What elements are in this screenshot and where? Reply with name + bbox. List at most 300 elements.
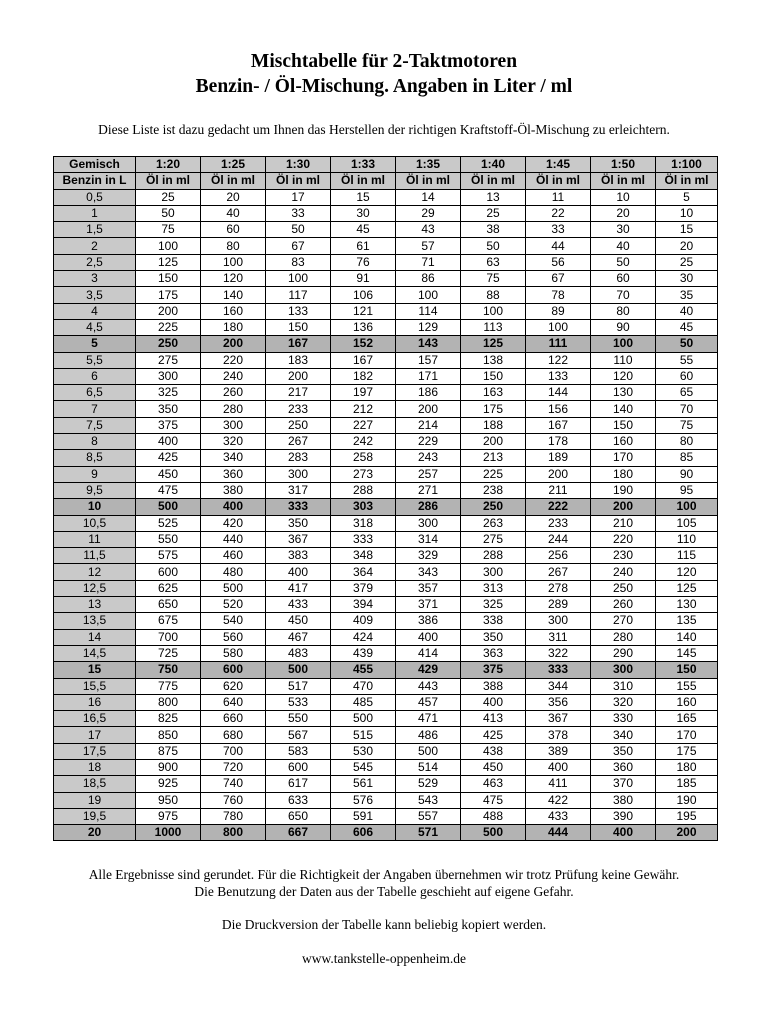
table-cell: 500 bbox=[136, 499, 201, 515]
table-cell: 121 bbox=[331, 303, 396, 319]
row-label-cell: 5,5 bbox=[54, 352, 136, 368]
table-cell: 625 bbox=[136, 580, 201, 596]
table-cell: 240 bbox=[591, 564, 656, 580]
table-row bbox=[54, 759, 718, 775]
table-cell: 30 bbox=[331, 205, 396, 221]
table-cell: 150 bbox=[266, 319, 331, 335]
table-cell: 271 bbox=[396, 482, 461, 498]
table-row bbox=[54, 548, 718, 564]
table-cell: 1:50 bbox=[591, 157, 656, 173]
table-cell: 13 bbox=[461, 189, 526, 205]
table-cell: 115 bbox=[656, 548, 718, 564]
table-cell: 40 bbox=[656, 303, 718, 319]
table-cell: 429 bbox=[396, 662, 461, 678]
table-cell: 29 bbox=[396, 205, 461, 221]
table-cell: 514 bbox=[396, 759, 461, 775]
table-row bbox=[54, 825, 718, 841]
table-cell: 280 bbox=[591, 629, 656, 645]
table-cell: 180 bbox=[656, 759, 718, 775]
table-cell: 86 bbox=[396, 271, 461, 287]
table-row bbox=[54, 808, 718, 824]
table-cell: 200 bbox=[136, 303, 201, 319]
table-cell: 44 bbox=[526, 238, 591, 254]
table-cell: 88 bbox=[461, 287, 526, 303]
table-cell: 286 bbox=[396, 499, 461, 515]
table-cell: 113 bbox=[461, 319, 526, 335]
table-cell: 424 bbox=[331, 629, 396, 645]
table-row bbox=[54, 743, 718, 759]
table-cell: 360 bbox=[591, 759, 656, 775]
table-cell: 591 bbox=[331, 808, 396, 824]
table-row bbox=[54, 482, 718, 498]
table-cell: 925 bbox=[136, 776, 201, 792]
table-cell: 243 bbox=[396, 450, 461, 466]
table-cell: 500 bbox=[266, 662, 331, 678]
table-row bbox=[54, 499, 718, 515]
table-cell: 975 bbox=[136, 808, 201, 824]
table-cell: 460 bbox=[201, 548, 266, 564]
table-cell: 250 bbox=[266, 417, 331, 433]
table-cell: 180 bbox=[591, 466, 656, 482]
table-cell: 135 bbox=[656, 613, 718, 629]
table-cell: 850 bbox=[136, 727, 201, 743]
table-cell: 167 bbox=[331, 352, 396, 368]
table-cell: 225 bbox=[461, 466, 526, 482]
row-label-cell: 9,5 bbox=[54, 482, 136, 498]
table-cell: 50 bbox=[136, 205, 201, 221]
row-label-cell: 8 bbox=[54, 434, 136, 450]
table-cell: 557 bbox=[396, 808, 461, 824]
table-cell: 550 bbox=[136, 531, 201, 547]
table-row bbox=[54, 401, 718, 417]
table-cell: 197 bbox=[331, 385, 396, 401]
table-cell: 300 bbox=[201, 417, 266, 433]
table-cell: 520 bbox=[201, 597, 266, 613]
table-cell: 338 bbox=[461, 613, 526, 629]
table-cell: 467 bbox=[266, 629, 331, 645]
row-label-cell: 4 bbox=[54, 303, 136, 319]
table-cell: 750 bbox=[136, 662, 201, 678]
table-cell: 413 bbox=[461, 711, 526, 727]
table-cell: 200 bbox=[396, 401, 461, 417]
table-cell: 76 bbox=[331, 254, 396, 270]
table-cell: 545 bbox=[331, 759, 396, 775]
row-label-cell: 20 bbox=[54, 825, 136, 841]
table-cell: 433 bbox=[526, 808, 591, 824]
table-cell: 720 bbox=[201, 759, 266, 775]
table-cell: 233 bbox=[266, 401, 331, 417]
row-label-cell: 12,5 bbox=[54, 580, 136, 596]
table-cell: 180 bbox=[201, 319, 266, 335]
table-cell: 288 bbox=[331, 482, 396, 498]
table-cell: 214 bbox=[396, 417, 461, 433]
table-cell: 443 bbox=[396, 678, 461, 694]
table-cell: 600 bbox=[201, 662, 266, 678]
table-cell: 200 bbox=[461, 434, 526, 450]
table-cell: 190 bbox=[656, 792, 718, 808]
table-cell: 120 bbox=[201, 271, 266, 287]
table-cell: 800 bbox=[136, 694, 201, 710]
table-cell: 5 bbox=[656, 189, 718, 205]
table-row bbox=[54, 417, 718, 433]
table-cell: 400 bbox=[136, 434, 201, 450]
table-cell: 950 bbox=[136, 792, 201, 808]
table-cell: 370 bbox=[591, 776, 656, 792]
table-cell: 133 bbox=[526, 368, 591, 384]
table-cell: 350 bbox=[136, 401, 201, 417]
table-cell: 617 bbox=[266, 776, 331, 792]
table-cell: 606 bbox=[331, 825, 396, 841]
row-label-cell: 11 bbox=[54, 531, 136, 547]
table-cell: 475 bbox=[136, 482, 201, 498]
table-row bbox=[54, 629, 718, 645]
table-cell: 175 bbox=[461, 401, 526, 417]
table-cell: 380 bbox=[201, 482, 266, 498]
table-cell: 422 bbox=[526, 792, 591, 808]
table-row bbox=[54, 205, 718, 221]
table-cell: 533 bbox=[266, 694, 331, 710]
table-cell: 875 bbox=[136, 743, 201, 759]
disclaimer-line-2: Die Benutzung der Daten aus der Tabelle geschieht auf eigene Gefahr. bbox=[194, 884, 574, 899]
table-cell: 1:100 bbox=[656, 157, 718, 173]
table-cell: 450 bbox=[266, 613, 331, 629]
row-label-cell: 9 bbox=[54, 466, 136, 482]
table-cell: 583 bbox=[266, 743, 331, 759]
table-cell: 300 bbox=[266, 466, 331, 482]
table-cell: 130 bbox=[656, 597, 718, 613]
table-cell: 50 bbox=[591, 254, 656, 270]
table-cell: 165 bbox=[656, 711, 718, 727]
row-label-cell: 7 bbox=[54, 401, 136, 417]
row-label-cell: 10,5 bbox=[54, 515, 136, 531]
table-cell: 75 bbox=[461, 271, 526, 287]
table-cell: 444 bbox=[526, 825, 591, 841]
table-cell: 311 bbox=[526, 629, 591, 645]
table-cell: 400 bbox=[201, 499, 266, 515]
table-cell: 322 bbox=[526, 645, 591, 661]
table-cell: 156 bbox=[526, 401, 591, 417]
table-cell: Öl in ml bbox=[591, 173, 656, 189]
table-cell: 200 bbox=[526, 466, 591, 482]
table-cell: 576 bbox=[331, 792, 396, 808]
table-cell: 333 bbox=[331, 531, 396, 547]
table-cell: 20 bbox=[201, 189, 266, 205]
table-cell: 400 bbox=[526, 759, 591, 775]
table-cell: 1:25 bbox=[201, 157, 266, 173]
table-cell: 213 bbox=[461, 450, 526, 466]
table-cell: 275 bbox=[136, 352, 201, 368]
table-row bbox=[54, 694, 718, 710]
table-cell: 171 bbox=[396, 368, 461, 384]
table-row bbox=[54, 271, 718, 287]
table-cell: 38 bbox=[461, 222, 526, 238]
row-label-cell: 1,5 bbox=[54, 222, 136, 238]
table-cell: 125 bbox=[656, 580, 718, 596]
table-cell: 80 bbox=[591, 303, 656, 319]
table-cell: 529 bbox=[396, 776, 461, 792]
table-cell: Öl in ml bbox=[461, 173, 526, 189]
table-cell: 310 bbox=[591, 678, 656, 694]
table-cell: 620 bbox=[201, 678, 266, 694]
table-cell: 244 bbox=[526, 531, 591, 547]
table-cell: 725 bbox=[136, 645, 201, 661]
table-header-row bbox=[54, 157, 718, 173]
table-cell: 217 bbox=[266, 385, 331, 401]
row-label-cell: 17 bbox=[54, 727, 136, 743]
table-cell: 120 bbox=[656, 564, 718, 580]
table-cell: 240 bbox=[201, 368, 266, 384]
table-row bbox=[54, 645, 718, 661]
table-cell: 517 bbox=[266, 678, 331, 694]
row-label-cell: 6,5 bbox=[54, 385, 136, 401]
table-row bbox=[54, 662, 718, 678]
copy-note: Die Druckversion der Tabelle kann beliebig kopiert werden. bbox=[221, 917, 547, 932]
table-cell: 485 bbox=[331, 694, 396, 710]
table-cell: 90 bbox=[591, 319, 656, 335]
table-cell: 175 bbox=[136, 287, 201, 303]
table-cell: 40 bbox=[591, 238, 656, 254]
table-row bbox=[54, 319, 718, 335]
row-label-cell: 19 bbox=[54, 792, 136, 808]
table-cell: 740 bbox=[201, 776, 266, 792]
table-cell: 463 bbox=[461, 776, 526, 792]
table-cell: 438 bbox=[461, 743, 526, 759]
table-cell: 14 bbox=[396, 189, 461, 205]
table-cell: 183 bbox=[266, 352, 331, 368]
page-title: Mischtabelle für 2-Taktmotoren bbox=[250, 51, 518, 72]
website-link[interactable]: www.tankstelle-oppenheim.de bbox=[301, 951, 467, 966]
table-cell: 50 bbox=[266, 222, 331, 238]
table-cell: 229 bbox=[396, 434, 461, 450]
table-cell: 117 bbox=[266, 287, 331, 303]
table-cell: 186 bbox=[396, 385, 461, 401]
table-cell: 200 bbox=[656, 825, 718, 841]
table-cell: 258 bbox=[331, 450, 396, 466]
table-cell: 530 bbox=[331, 743, 396, 759]
table-cell: 329 bbox=[396, 548, 461, 564]
table-cell: 75 bbox=[136, 222, 201, 238]
table-cell: 278 bbox=[526, 580, 591, 596]
table-cell: 56 bbox=[526, 254, 591, 270]
table-cell: 75 bbox=[656, 417, 718, 433]
table-cell: 280 bbox=[201, 401, 266, 417]
table-row bbox=[54, 515, 718, 531]
table-cell: 317 bbox=[266, 482, 331, 498]
table-cell: 250 bbox=[136, 336, 201, 352]
table-cell: 1:20 bbox=[136, 157, 201, 173]
table-cell: 267 bbox=[266, 434, 331, 450]
table-cell: 439 bbox=[331, 645, 396, 661]
table-cell: 60 bbox=[656, 368, 718, 384]
table-cell: 210 bbox=[591, 515, 656, 531]
table-row bbox=[54, 336, 718, 352]
table-cell: 425 bbox=[461, 727, 526, 743]
table-cell: 350 bbox=[591, 743, 656, 759]
table-cell: 61 bbox=[331, 238, 396, 254]
table-row bbox=[54, 776, 718, 792]
table-cell: 457 bbox=[396, 694, 461, 710]
table-cell: 388 bbox=[461, 678, 526, 694]
table-cell: 100 bbox=[526, 319, 591, 335]
table-cell: 10 bbox=[591, 189, 656, 205]
table-row bbox=[54, 434, 718, 450]
table-cell: 150 bbox=[461, 368, 526, 384]
table-cell: 250 bbox=[461, 499, 526, 515]
table-cell: 122 bbox=[526, 352, 591, 368]
table-cell: 125 bbox=[461, 336, 526, 352]
table-cell: 45 bbox=[656, 319, 718, 335]
table-cell: 780 bbox=[201, 808, 266, 824]
table-row bbox=[54, 678, 718, 694]
row-label-cell: Gemisch bbox=[54, 157, 136, 173]
table-cell: 57 bbox=[396, 238, 461, 254]
table-cell: 30 bbox=[591, 222, 656, 238]
table-cell: 367 bbox=[266, 531, 331, 547]
table-cell: 375 bbox=[461, 662, 526, 678]
row-label-cell: 15,5 bbox=[54, 678, 136, 694]
table-row bbox=[54, 597, 718, 613]
table-cell: 561 bbox=[331, 776, 396, 792]
table-cell: 550 bbox=[266, 711, 331, 727]
table-cell: 106 bbox=[331, 287, 396, 303]
table-cell: 300 bbox=[396, 515, 461, 531]
table-cell: 440 bbox=[201, 531, 266, 547]
table-cell: 525 bbox=[136, 515, 201, 531]
table-cell: 580 bbox=[201, 645, 266, 661]
table-cell: 325 bbox=[461, 597, 526, 613]
table-cell: 360 bbox=[201, 466, 266, 482]
table-cell: 367 bbox=[526, 711, 591, 727]
table-cell: 455 bbox=[331, 662, 396, 678]
table-cell: 450 bbox=[136, 466, 201, 482]
table-cell: 500 bbox=[461, 825, 526, 841]
table-cell: 225 bbox=[136, 319, 201, 335]
table-cell: 11 bbox=[526, 189, 591, 205]
table-cell: 900 bbox=[136, 759, 201, 775]
table-cell: 60 bbox=[201, 222, 266, 238]
row-label-cell: 4,5 bbox=[54, 319, 136, 335]
table-cell: 83 bbox=[266, 254, 331, 270]
table-cell: 233 bbox=[526, 515, 591, 531]
table-row bbox=[54, 189, 718, 205]
table-cell: 195 bbox=[656, 808, 718, 824]
table-cell: 143 bbox=[396, 336, 461, 352]
table-cell: 273 bbox=[331, 466, 396, 482]
table-cell: 571 bbox=[396, 825, 461, 841]
table-cell: 230 bbox=[591, 548, 656, 564]
table-cell: 675 bbox=[136, 613, 201, 629]
table-cell: 318 bbox=[331, 515, 396, 531]
table-cell: 67 bbox=[266, 238, 331, 254]
table-cell: 152 bbox=[331, 336, 396, 352]
table-row bbox=[54, 564, 718, 580]
table-cell: 500 bbox=[331, 711, 396, 727]
table-cell: 378 bbox=[526, 727, 591, 743]
table-cell: 600 bbox=[136, 564, 201, 580]
table-cell: 60 bbox=[591, 271, 656, 287]
table-row bbox=[54, 727, 718, 743]
table-cell: 640 bbox=[201, 694, 266, 710]
table-cell: Öl in ml bbox=[266, 173, 331, 189]
table-cell: 575 bbox=[136, 548, 201, 564]
table-cell: 189 bbox=[526, 450, 591, 466]
table-cell: 1:35 bbox=[396, 157, 461, 173]
table-cell: 260 bbox=[201, 385, 266, 401]
table-cell: 380 bbox=[591, 792, 656, 808]
table-cell: 475 bbox=[461, 792, 526, 808]
table-row bbox=[54, 287, 718, 303]
table-row bbox=[54, 222, 718, 238]
table-cell: 200 bbox=[201, 336, 266, 352]
table-cell: 25 bbox=[656, 254, 718, 270]
table-cell: 375 bbox=[136, 417, 201, 433]
row-label-cell: 1 bbox=[54, 205, 136, 221]
table-cell: 314 bbox=[396, 531, 461, 547]
table-cell: 363 bbox=[461, 645, 526, 661]
table-cell: 167 bbox=[526, 417, 591, 433]
table-row bbox=[54, 792, 718, 808]
table-cell: 25 bbox=[136, 189, 201, 205]
table-cell: 182 bbox=[331, 368, 396, 384]
table-cell: 80 bbox=[201, 238, 266, 254]
table-cell: 560 bbox=[201, 629, 266, 645]
table-cell: 129 bbox=[396, 319, 461, 335]
table-cell: 433 bbox=[266, 597, 331, 613]
row-label-cell: 12 bbox=[54, 564, 136, 580]
table-cell: 825 bbox=[136, 711, 201, 727]
table-cell: 125 bbox=[136, 254, 201, 270]
table-row bbox=[54, 368, 718, 384]
table-cell: 70 bbox=[656, 401, 718, 417]
table-cell: 140 bbox=[591, 401, 656, 417]
table-cell: 70 bbox=[591, 287, 656, 303]
table-cell: 30 bbox=[656, 271, 718, 287]
table-cell: 300 bbox=[461, 564, 526, 580]
table-row bbox=[54, 711, 718, 727]
table-cell: 20 bbox=[591, 205, 656, 221]
table-cell: 100 bbox=[461, 303, 526, 319]
table-cell: 222 bbox=[526, 499, 591, 515]
table-cell: 543 bbox=[396, 792, 461, 808]
row-label-cell: 15 bbox=[54, 662, 136, 678]
table-cell: 320 bbox=[591, 694, 656, 710]
table-cell: 65 bbox=[656, 385, 718, 401]
table-cell: 289 bbox=[526, 597, 591, 613]
table-cell: 33 bbox=[526, 222, 591, 238]
row-label-cell: 0,5 bbox=[54, 189, 136, 205]
table-cell: 110 bbox=[591, 352, 656, 368]
row-label-cell: 3 bbox=[54, 271, 136, 287]
table-cell: 175 bbox=[656, 743, 718, 759]
table-cell: 114 bbox=[396, 303, 461, 319]
table-cell: 55 bbox=[656, 352, 718, 368]
table-cell: 63 bbox=[461, 254, 526, 270]
table-cell: 20 bbox=[656, 238, 718, 254]
table-cell: 155 bbox=[656, 678, 718, 694]
table-cell: 400 bbox=[266, 564, 331, 580]
table-cell: 303 bbox=[331, 499, 396, 515]
table-cell: 227 bbox=[331, 417, 396, 433]
table-cell: 471 bbox=[396, 711, 461, 727]
row-label-cell: 17,5 bbox=[54, 743, 136, 759]
table-cell: 145 bbox=[656, 645, 718, 661]
table-cell: 700 bbox=[201, 743, 266, 759]
table-cell: 313 bbox=[461, 580, 526, 596]
table-cell: Öl in ml bbox=[136, 173, 201, 189]
table-cell: 220 bbox=[591, 531, 656, 547]
table-row bbox=[54, 303, 718, 319]
table-cell: 15 bbox=[331, 189, 396, 205]
